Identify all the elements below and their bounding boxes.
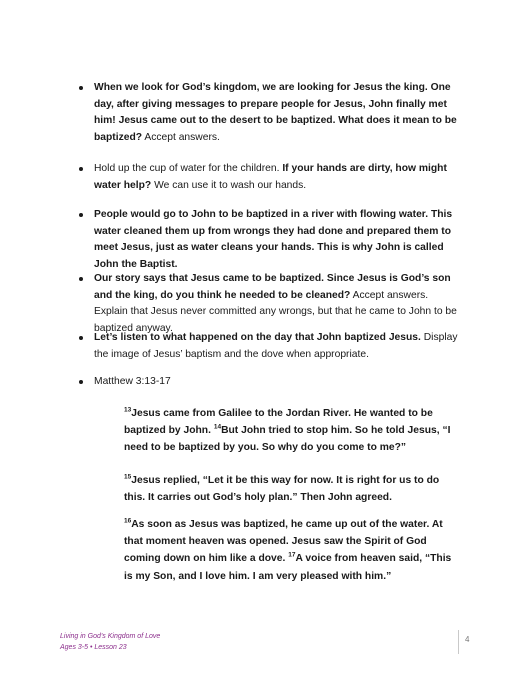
verse-text: Jesus replied, “Let it be this way for now. It is right for us to do this. It carries out God’s holy plan.” Then John agreed. bbox=[124, 475, 440, 504]
bullet-item-listen bbox=[79, 330, 464, 363]
page-number: 4 bbox=[465, 635, 470, 644]
bullet-normal-text: Display the image of Jesus’ baptism and the dove when appropriate. bbox=[94, 332, 458, 360]
scripture-passage bbox=[124, 472, 454, 506]
bullet-icon bbox=[79, 380, 83, 384]
bullet-icon bbox=[79, 336, 83, 340]
bullet-icon bbox=[79, 277, 83, 281]
verse-number: 17 bbox=[288, 551, 296, 559]
bullet-bold-text: Our story says that Jesus came to be baptized. Since Jesus is God’s son and the king, do you think he needed to be cleaned? bbox=[94, 273, 451, 301]
bullet-item-john-baptist bbox=[79, 207, 464, 273]
bullet-item-jesus-baptized bbox=[79, 271, 464, 337]
scripture-reference: Matthew 3:13-17 bbox=[94, 376, 171, 387]
verse-text: Jesus came from Galilee to the Jordan River. He wanted to be baptized by John. bbox=[124, 408, 433, 437]
bullet-normal-text: Hold up the cup of water for the children. bbox=[94, 163, 283, 174]
scripture-paragraph bbox=[124, 405, 454, 457]
bullet-icon bbox=[79, 213, 83, 217]
bullet-item-water bbox=[79, 161, 464, 194]
bullet-bold-text: People would go to John to be baptized in a river with flowing water. This water cleaned them up from wrongs they had done and prepared them to meet Jesus, just as water cleans your hands. This is why John is called John the Baptist. bbox=[94, 209, 453, 270]
bullet-bold-text: When we look for God’s kingdom, we are looking for Jesus the king. One day, after giving messages to prepare people for Jesus, John finally met him! Jesus came out to the desert to be baptized. What does it mean to be baptized? bbox=[94, 82, 457, 143]
bullet-item-kingdom bbox=[79, 80, 464, 146]
footer-subtitle: Ages 3-5 • Lesson 23 bbox=[60, 643, 127, 651]
verse-number: 15 bbox=[124, 473, 132, 481]
bullet-bold-text: Let’s listen to what happened on the day that John baptized Jesus. bbox=[94, 332, 421, 343]
bullet-icon bbox=[79, 86, 83, 90]
bullet-normal-text: Accept answers. Explain that Jesus never committed any wrongs, but that he came to John to be baptized anyway. bbox=[94, 289, 457, 334]
scripture-passage bbox=[124, 516, 454, 585]
scripture-paragraph bbox=[124, 516, 454, 585]
verse-text: But John tried to stop him. So he told Jesus, “I need to be baptized by you. So why do you come to me?” bbox=[124, 425, 451, 454]
footer-divider bbox=[458, 630, 459, 654]
verse-number: 14 bbox=[213, 423, 222, 431]
verse-text: A voice from heaven said, “This is my Son, and I love him. I am very pleased with him.” bbox=[124, 553, 452, 582]
bullet-bold-text: If your hands are dirty, how might water help? bbox=[94, 163, 447, 191]
verse-text: As soon as Jesus was baptized, he came up out of the water. At that moment heaven was opened. Jesus saw the Spirit of God coming down on him like a dove. bbox=[124, 519, 443, 565]
bullet-icon bbox=[79, 167, 83, 171]
verse-number: 13 bbox=[124, 406, 132, 414]
bullet-normal-text: Accept answers. bbox=[142, 131, 220, 143]
page-footer bbox=[60, 632, 160, 653]
bullet-normal-text: We can use it to wash our hands. bbox=[151, 179, 307, 191]
bullet-item-scripture-ref bbox=[79, 374, 464, 391]
scripture-passage bbox=[124, 405, 454, 457]
footer-title: Living in God’s Kingdom of Love bbox=[60, 633, 161, 640]
scripture-paragraph bbox=[124, 472, 454, 506]
verse-number: 16 bbox=[124, 517, 132, 525]
